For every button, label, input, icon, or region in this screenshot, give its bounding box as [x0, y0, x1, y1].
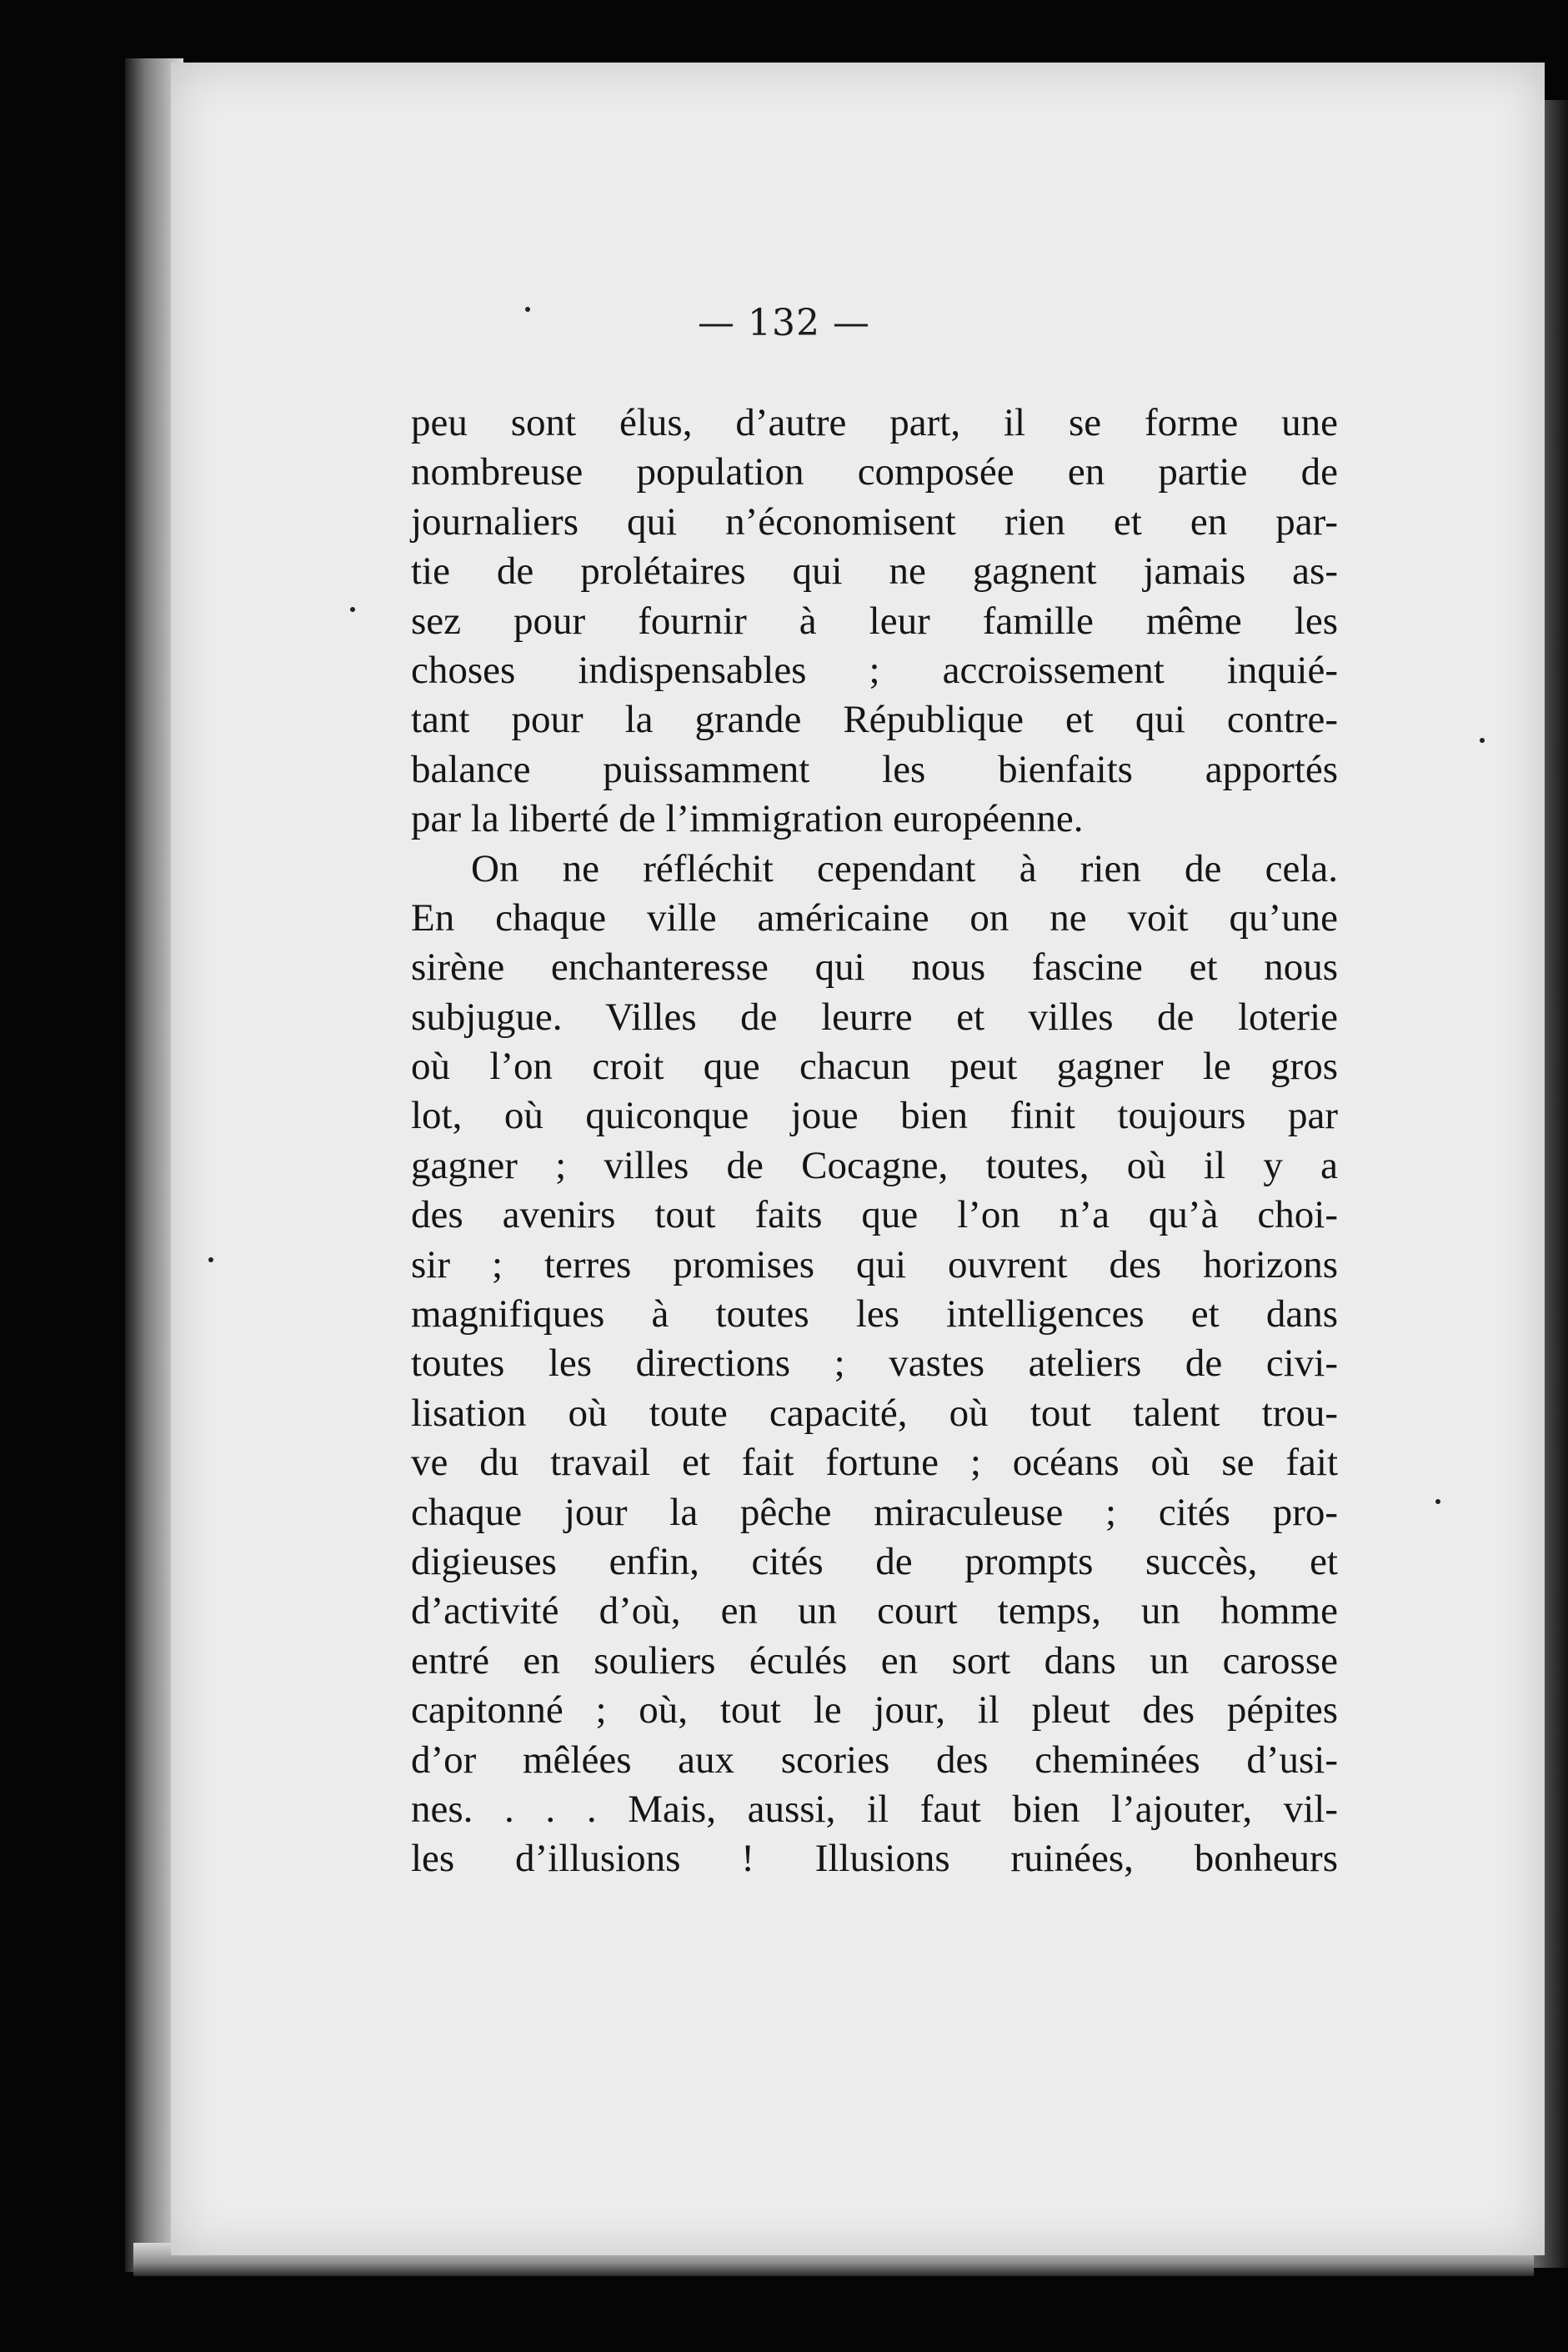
- text-line: ve du travail et fait fortune ; océans où se fait: [411, 1441, 1338, 1485]
- body-text: [411, 399, 1338, 1884]
- text-line: d’activité d’où, en un court temps, un homme: [411, 1589, 1338, 1633]
- page-number: — 132 —: [698, 302, 870, 344]
- text-line: digieuses enfin, cités de prompts succès, et: [411, 1539, 1338, 1583]
- text-line: balance puissamment les bienfaits apportés: [411, 747, 1338, 791]
- text-line: capitonné ; où, tout le jour, il pleut des pépites: [411, 1688, 1338, 1733]
- text-line: par la liberté de l’immigration européenne.: [411, 797, 1084, 841]
- text-line: subjugue. Villes de leurre et villes de loterie: [411, 995, 1338, 1039]
- text-line: En chaque ville américaine on ne voit qu’une: [411, 895, 1338, 940]
- text-line: choses indispensables ; accroissement inquié-: [411, 648, 1338, 692]
- text-line: chaque jour la pêche miraculeuse ; cités pro-: [411, 1490, 1338, 1534]
- text-line: peu sont élus, d’autre part, il se forme une: [411, 401, 1338, 444]
- paper-speck: [208, 1257, 213, 1262]
- text-line: journaliers qui n’économisent rien et en par-: [411, 499, 1338, 544]
- text-line: sir ; terres promises qui ouvrent des horizons: [411, 1242, 1338, 1286]
- text-line: entré en souliers éculés en sort dans un carosse: [411, 1638, 1338, 1683]
- text-line: nombreuse population composée en partie de: [411, 450, 1338, 494]
- text-line: nes. . . . Mais, aussi, il faut bien l’ajouter, vil-: [411, 1787, 1338, 1831]
- text-line: gagner ; villes de Cocagne, toutes, où il y a: [411, 1143, 1338, 1187]
- text-line: lisation où toute capacité, où tout talent trou-: [411, 1391, 1338, 1435]
- text-line: lot, où quiconque joue bien finit toujours par: [411, 1094, 1338, 1138]
- text-line: les d’illusions ! Illusions ruinées, bonheurs: [411, 1837, 1338, 1881]
- text-line: sez pour fournir à leur famille même les: [411, 599, 1338, 643]
- text-line: magnifiques à toutes les intelligences et dans: [411, 1292, 1338, 1336]
- text-line: d’or mêlées aux scories des cheminées d’usi-: [411, 1738, 1338, 1782]
- paper-speck: [1480, 738, 1485, 743]
- text-line: sirène enchanteresse qui nous fascine et nous: [411, 945, 1338, 990]
- text-line: tant pour la grande République et qui contre-: [411, 698, 1338, 742]
- paper-speck: [1435, 1499, 1440, 1504]
- text-line: des avenirs tout faits que l’on n’a qu’à choi-: [411, 1193, 1338, 1237]
- text-line: où l’on croit que chacun peut gagner le gros: [411, 1045, 1338, 1089]
- text-line: tie de prolétaires qui ne gagnent jamais as-: [411, 549, 1338, 594]
- text-line: toutes les directions ; vastes ateliers de civi-: [411, 1341, 1338, 1386]
- text-line: On ne réfléchit cependant à rien de cela.: [471, 846, 1338, 890]
- paper-speck: [350, 607, 355, 612]
